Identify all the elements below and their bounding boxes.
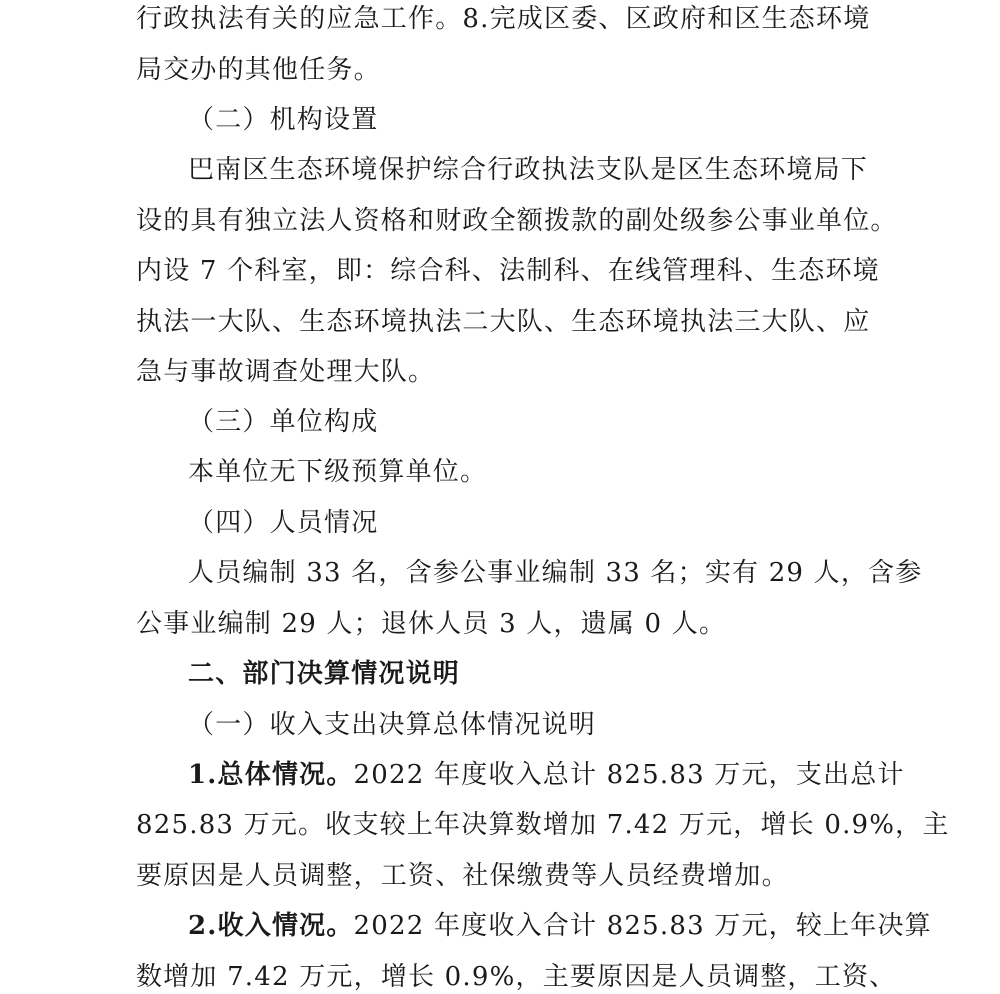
text-line: 人员编制 33 名，含参公事业编制 33 名；实有 29 人，含参: [188, 558, 923, 588]
paragraph-label: 2.收入情况。: [188, 911, 354, 941]
chapter-heading: 二、部门决算情况说明: [188, 659, 461, 689]
paragraph-overall-line: [188, 758, 905, 792]
section-heading-organization: （二）机构设置: [188, 105, 379, 135]
text-line: 本单位无下级预算单位。: [188, 457, 488, 487]
text-line: 执法一大队、生态环境执法二大队、生态环境执法三大队、应: [136, 307, 871, 337]
paragraph-label: 1.总体情况。: [188, 760, 354, 790]
text-line: 公事业编制 29 人；退休人员 3 人，遗属 0 人。: [136, 609, 727, 639]
section-heading-income-expenditure: （一）收入支出决算总体情况说明: [188, 710, 597, 740]
section-heading-personnel: （四）人员情况: [188, 508, 379, 538]
text-line: 设的具有独立法人资格和财政全额拨款的副处级参公事业单位。: [136, 206, 898, 236]
text-line: 要原因是人员调整，工资、社保缴费等人员经费增加。: [136, 861, 789, 891]
text-line: 825.83 万元。收支较上年决算数增加 7.42 万元，增长 0.9%，主: [136, 810, 950, 840]
paragraph-income-line: [188, 909, 932, 943]
paragraph-text: 2022 年度收入总计 825.83 万元，支出总计: [353, 760, 905, 790]
section-heading-unit-composition: （三）单位构成: [188, 407, 379, 437]
text-line: 数增加 7.42 万元，增长 0.9%，主要原因是人员调整，工资、: [136, 962, 897, 992]
paragraph-text: 2022 年度收入合计 825.83 万元，较上年决算: [353, 911, 932, 941]
text-line: 巴南区生态环境保护综合行政执法支队是区生态环境局下: [188, 155, 869, 185]
text-line: 行政执法有关的应急工作。8.完成区委、区政府和区生态环境: [136, 4, 871, 34]
text-line: 内设 7 个科室，即：综合科、法制科、在线管理科、生态环境: [136, 256, 880, 286]
text-line: 急与事故调查处理大队。: [136, 357, 436, 387]
text-line: 局交办的其他任务。: [136, 55, 381, 85]
